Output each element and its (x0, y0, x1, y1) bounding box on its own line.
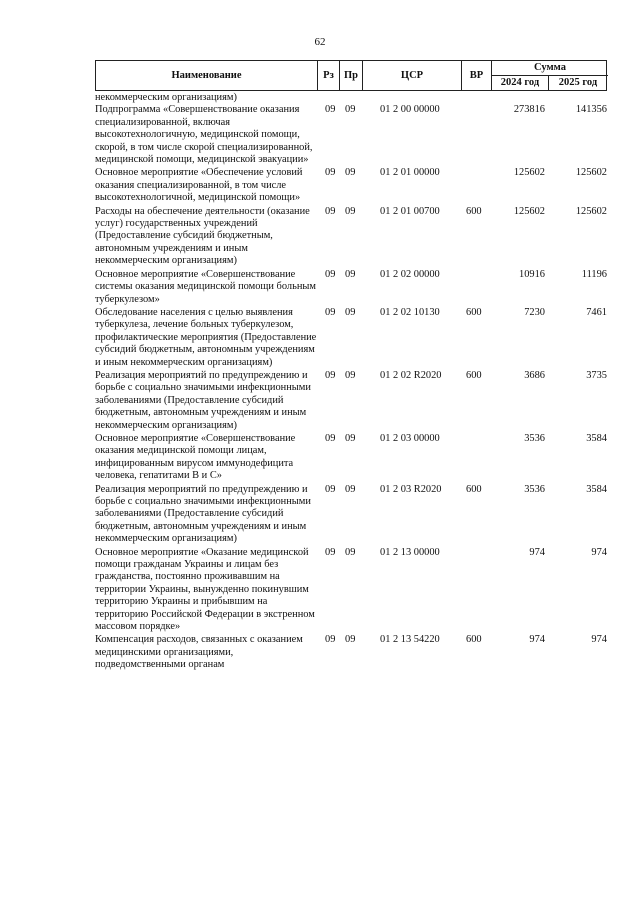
row-name: Основное мероприятие «Обеспечение условий оказания специализированной, в том числе высокотехнологичной, медицинской помощи» (95, 167, 303, 204)
row-rz: 09 (325, 634, 336, 646)
row-pr: 09 (345, 634, 356, 646)
row-name: Реализация мероприятий по предупреждению и борьбе с социально значимыми инфекционными заболеваниями (Предоставление субсидий бюджетным, автономным учреждениям и иным некоммерческим организациям) (95, 483, 311, 545)
table-row (95, 307, 607, 369)
row-sum-2025: 141356 (575, 104, 607, 116)
table-row (95, 269, 607, 306)
row-pr: 09 (345, 205, 356, 217)
row-sum-2024: 974 (529, 634, 545, 646)
row-rz: 09 (325, 104, 336, 116)
table-row (95, 206, 607, 268)
row-sum-2024: 273816 (513, 104, 545, 116)
row-pr: 09 (345, 432, 356, 444)
table-row (95, 167, 607, 204)
row-sum-2024: 7230 (524, 306, 545, 318)
row-sum-2025: 125602 (575, 167, 607, 179)
row-pr: 09 (345, 306, 356, 318)
budget-table (95, 60, 607, 672)
row-csr: 01 2 03 R2020 (380, 483, 442, 495)
row-sum-2024: 10916 (519, 268, 545, 280)
header-sum (492, 61, 608, 90)
row-vr: 600 (466, 634, 482, 646)
row-sum-2025: 125602 (575, 205, 607, 217)
row-sum-2024: 3686 (524, 369, 545, 381)
row-vr: 600 (466, 369, 482, 381)
row-name: Основное мероприятие «Совершенствование оказания медицинской помощи лицам, инфицированным вирусом иммунодефицита человека, гепатитами В и С» (95, 432, 296, 482)
row-sum-2024: 974 (529, 546, 545, 558)
table-row (95, 92, 607, 104)
row-sum-2025: 974 (591, 546, 607, 558)
row-csr: 01 2 00 00000 (380, 104, 440, 116)
row-csr: 01 2 01 00700 (380, 205, 440, 217)
row-name: Обследование населения с целью выявления туберкулеза, лечение больных туберкулезом, профилактические мероприятия (Предоставление субсидий бюджетным, автономным учреждениям и иным некоммерческим организациям) (95, 306, 317, 368)
row-rz: 09 (325, 306, 336, 318)
row-pr: 09 (345, 546, 356, 558)
row-sum-2024: 125602 (513, 167, 545, 179)
row-name: некоммерческим организациям) (95, 92, 237, 103)
row-csr: 01 2 03 00000 (380, 432, 440, 444)
row-pr: 09 (345, 483, 356, 495)
row-csr: 01 2 02 00000 (380, 268, 440, 280)
header-name: Наименование (96, 61, 318, 90)
table-row (95, 104, 607, 166)
row-sum-2025: 7461 (586, 306, 607, 318)
row-vr: 600 (466, 306, 482, 318)
row-name: Подпрограмма «Совершенствование оказания специализированной, включая высокотехнологичную, медицинской помощи, скорой, в том числе скорой специализированной, медицинской помощи, медицинской эвакуации» (95, 104, 313, 166)
row-sum-2024: 125602 (513, 205, 545, 217)
table-row (95, 370, 607, 432)
row-csr: 01 2 02 R2020 (380, 369, 442, 381)
row-pr: 09 (345, 268, 356, 280)
header-pr: Пр (340, 61, 363, 90)
row-vr: 600 (466, 205, 482, 217)
row-pr: 09 (345, 104, 356, 116)
row-sum-2025: 3584 (586, 432, 607, 444)
page-number: 62 (314, 36, 326, 48)
row-rz: 09 (325, 546, 336, 558)
header-year-2025: 2025 год (558, 77, 598, 88)
row-csr: 01 2 13 00000 (380, 546, 440, 558)
row-sum-2025: 3735 (586, 369, 607, 381)
header-sum-label: Сумма (492, 61, 608, 76)
row-name: Расходы на обеспечение деятельности (оказание услуг) государственных учреждений (Предоставление субсидий бюджетным, автономным учреждениям и иным некоммерческим организациям) (95, 205, 310, 267)
row-name: Компенсация расходов, связанных с оказанием медицинскими организациями, подведомственными органам (95, 634, 303, 671)
table-header (95, 60, 607, 91)
table-body (95, 91, 607, 672)
row-name: Реализация мероприятий по предупреждению и борьбе с социально значимыми инфекционными заболеваниями (Предоставление субсидий бюджетным, автономным учреждениям и иным некоммерческим организациям) (95, 369, 311, 431)
row-rz: 09 (325, 432, 336, 444)
table-row (95, 484, 607, 546)
table-row (95, 634, 607, 671)
table-row (95, 547, 607, 634)
row-name: Основное мероприятие «Оказание медицинской помощи гражданам Украины и лицам без гражданства, постоянно проживавшим на территории Украины, вынужденно покинувшим территорию Украины и прибывшим на территорию Российской Федерации в экстренном массовом порядке» (95, 546, 315, 633)
row-rz: 09 (325, 369, 336, 381)
row-sum-2025: 974 (591, 634, 607, 646)
table-row (95, 433, 607, 483)
row-csr: 01 2 02 10130 (380, 306, 440, 318)
header-rz: Рз (318, 61, 340, 90)
header-year-2024: 2024 год (492, 75, 549, 90)
row-sum-2024: 3536 (524, 432, 545, 444)
row-sum-2024: 3536 (524, 483, 545, 495)
row-pr: 09 (345, 369, 356, 381)
row-rz: 09 (325, 268, 336, 280)
row-sum-2025: 11196 (581, 268, 607, 280)
row-csr: 01 2 01 00000 (380, 167, 440, 179)
row-vr: 600 (466, 483, 482, 495)
row-pr: 09 (345, 167, 356, 179)
row-sum-2025: 3584 (586, 483, 607, 495)
header-vr: ВР (462, 61, 492, 90)
row-rz: 09 (325, 167, 336, 179)
header-csr: ЦСР (363, 61, 462, 90)
row-rz: 09 (325, 205, 336, 217)
row-rz: 09 (325, 483, 336, 495)
row-name: Основное мероприятие «Совершенствование системы оказания медицинской помощи больным туберкулезом» (95, 268, 316, 305)
row-csr: 01 2 13 54220 (380, 634, 440, 646)
